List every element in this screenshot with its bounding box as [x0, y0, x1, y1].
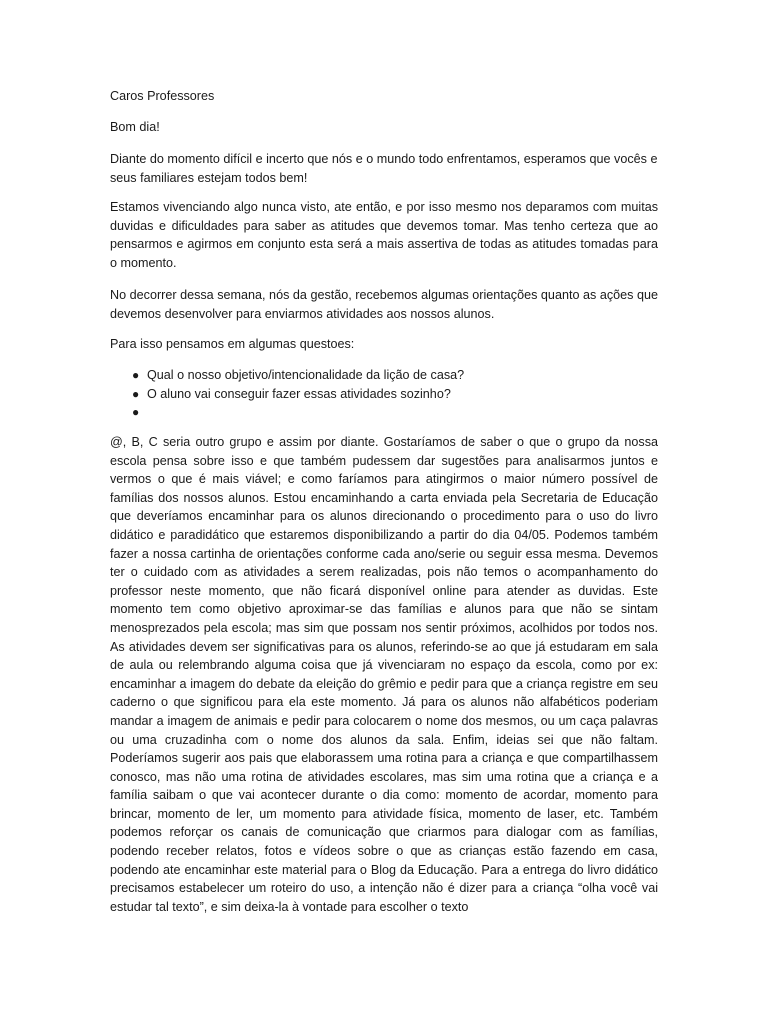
paragraph-guidance: No decorrer dessa semana, nós da gestão, recebemos algumas orientações quanto as ações que devemos desenvolver para enviarmos atividades aos nossos alunos. — [110, 288, 658, 321]
list-item — [110, 385, 658, 404]
paragraph-wellbeing: Diante do momento difícil e incerto que nós e o mundo todo enfrentamos, esperamos que vocês e seus familiares estejam todos bem! — [110, 152, 658, 185]
paragraph-uncertainty: Estamos vivenciando algo nunca visto, ate então, e por isso mesmo nos deparamos com muitas duvidas e dificuldades para saber as atitudes que devemos tomar. Mas tenho certeza que ao pensarmos e agirmos em conjunto esta será a mais assertiva de todas as atitudes tomadas para o momento. — [110, 200, 658, 270]
questions-list — [110, 366, 658, 422]
bullet-icon: ● — [132, 368, 140, 382]
bullet-icon: ● — [132, 405, 140, 420]
letter-greeting: Caros Professores — [110, 89, 215, 103]
paragraph-questions-intro: Para isso pensamos em algumas questoes: — [110, 337, 355, 351]
list-item — [110, 403, 658, 422]
bullet-icon: ● — [132, 386, 140, 401]
letter-salutation: Bom dia! — [110, 120, 160, 134]
list-item — [110, 366, 658, 385]
paragraph-main-body: @, B, C seria outro grupo e assim por diante. Gostaríamos de saber o que o grupo da nossa escola pensa sobre isso e que também pudessem dar sugestões para analisarmos juntos e vermos o que é mais viável; e como faríamos para atingirmos o maior número possível de famílias dos nossos alunos. Estou encaminhando a carta enviada pela Secretaria de Educação que deveríamos encaminhar para os alunos direcionando o procedimento para o uso do livro didático e paradidático que estaremos disponibilizando a partir do dia 04/05. Podemos também fazer a nossa cartinha de orientações conforme cada ano/serie ou seguir essa mesma. Devemos ter o cuidado com as atividades a serem realizadas, pois não temos o acompanhamento do professor neste momento, que não ficará disponível online para atender as duvidas. Este momento tem como objetivo aproximar-se das famílias e alunos para que não se sintam menosprezados pela escola; mas sim que possam nos sentir próximos, acolhidos por todos nos. As atividades devem ser significativas para os alunos, referindo-se ao que já estudaram em sala de aula ou relembrando alguma coisa que já vivenciaram no espaço da escola, como por ex: encaminhar a imagem do debate da eleição do grêmio e pedir para que a criança registre em seu caderno o que significou para ela este momento. Já para os alunos não alfabéticos poderiam mandar a imagem de animais e pedir para colocarem o nome dos mesmos, ou um caça palavras ou uma cruzadinha com o nome dos alunos da sala. Enfim, ideias sei que não faltam. Poderíamos sugerir aos pais que elaborassem uma rotina para a criança e que compartilhassem conosco, mas não uma rotina de atividades escolares, mas sim uma rotina que a criança e a família saibam o que vai acontecer durante o dia como: momento de acordar, momento para brincar, momento de ler, um momento para atividade física, momento de laser, etc. Também podemos reforçar os canais de comunicação que criarmos para dialogar com as famílias, podendo receber relatos, fotos e vídeos sobre o que as crianças estão fazendo em casa, podendo ate encaminhar este material para o Blog da Educação. Para a entrega do livro didático precisamos estabelecer um roteiro do uso, a intenção não é dizer para a criança “olha você vai estudar tal texto”, e sim deixa-la à vontade para escolher o texto — [110, 435, 658, 914]
list-item-text: O aluno vai conseguir fazer essas atividades sozinho? — [147, 386, 451, 401]
list-item-text: Qual o nosso objetivo/intencionalidade da lição de casa? — [147, 368, 465, 382]
